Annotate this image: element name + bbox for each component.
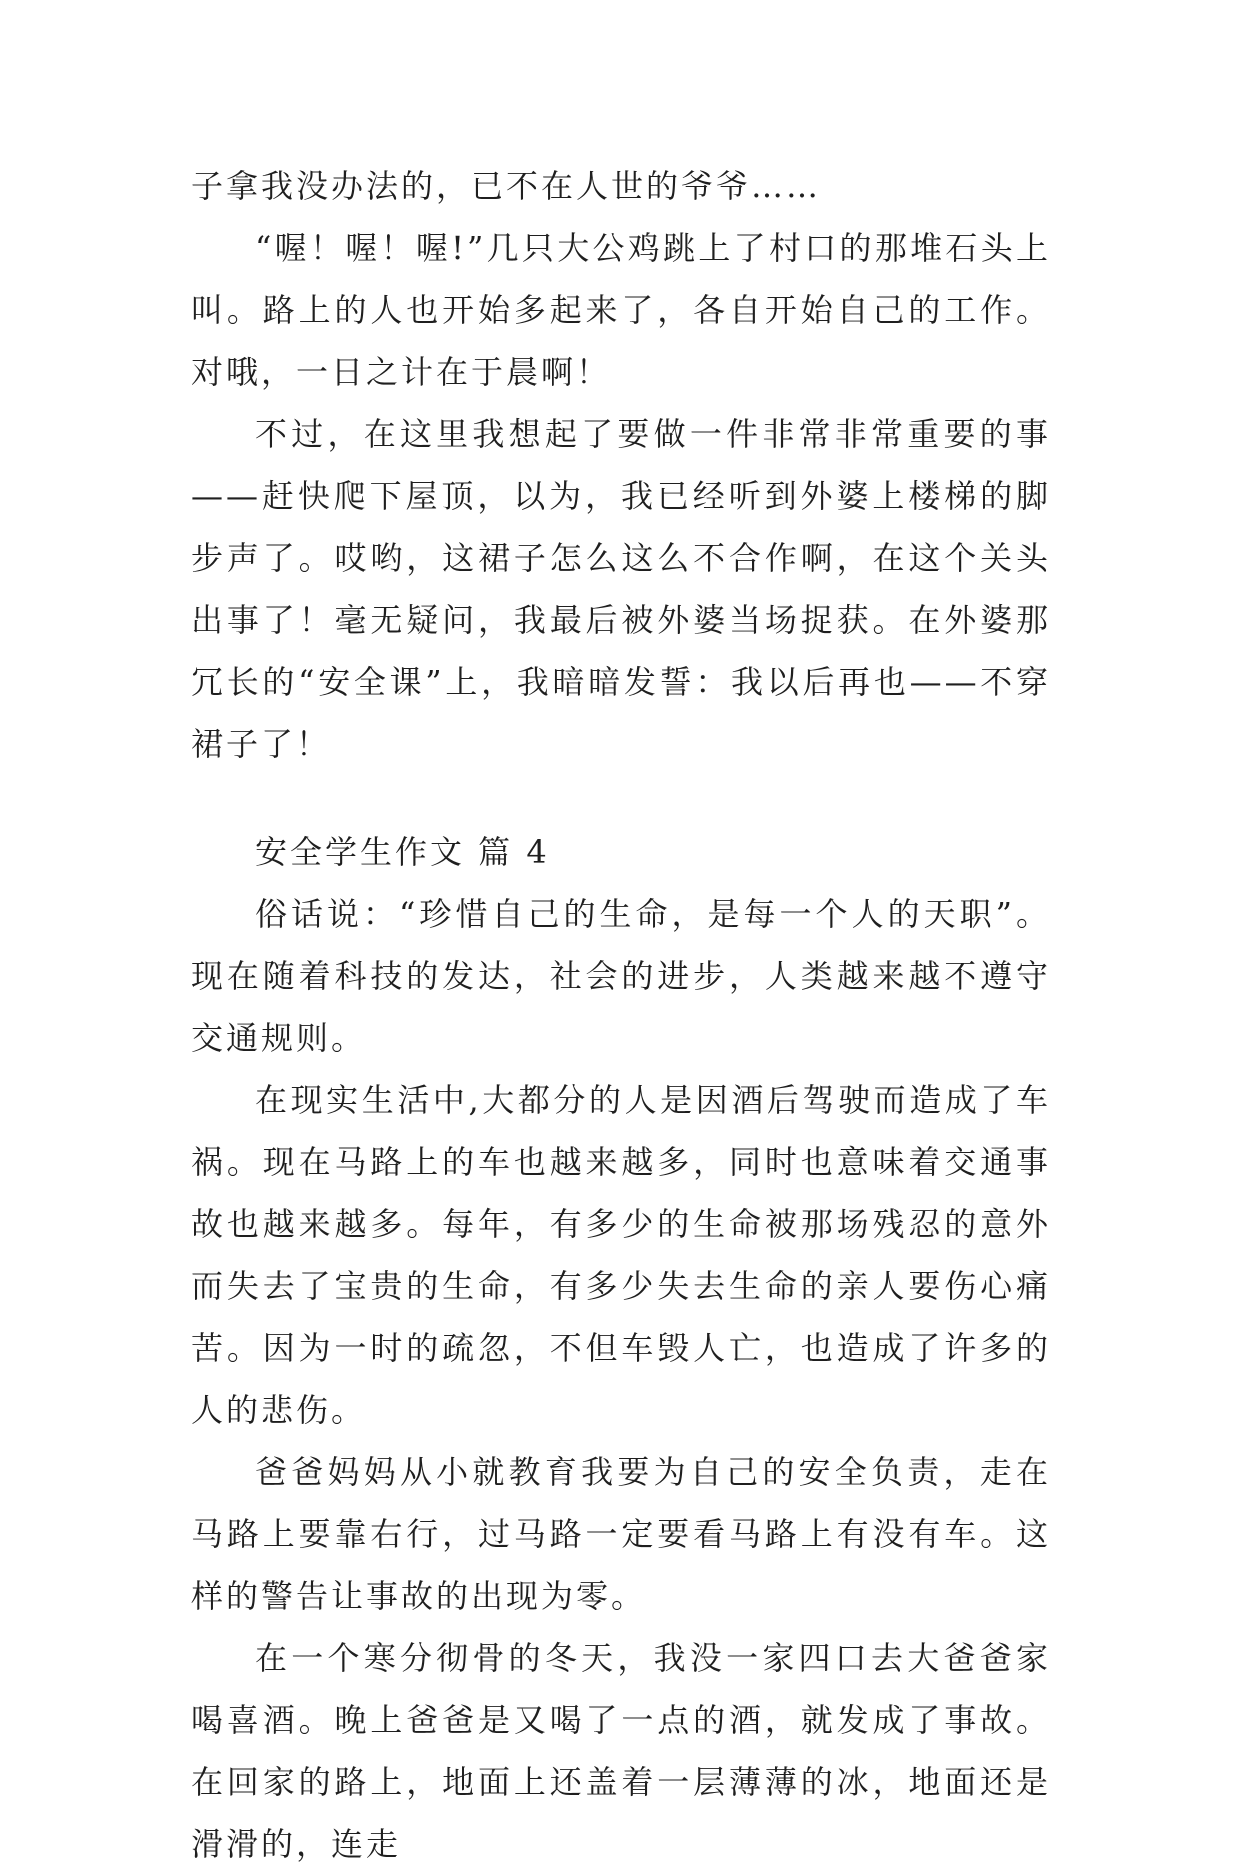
paragraph-winter: 在一个寒分彻骨的冬天，我没一家四口去大爸爸家喝喜酒。晚上爸爸是又喝了一点的酒，就发成了事故。在回家的路上，地面上还盖着一层薄薄的冰，地面还是滑滑的，连走 (191, 1639, 1051, 1863)
paragraph-parents: 爸爸妈妈从小就教育我要为自己的安全负责，走在马路上要靠右行，过马路一定要看马路上有没有车。这样的警告让事故的出现为零。 (191, 1453, 1051, 1615)
document-page (191, 155, 1051, 1875)
section-title: 安全学生作文 篇 4 (255, 833, 550, 871)
paragraph-proverb: 俗话说：“珍惜自己的生命，是每一个人的天职”。现在随着科技的发达，社会的进步，人类越来越不遵守交通规则。 (191, 895, 1051, 1057)
paragraph-drunk-driving: 在现实生活中,大都分的人是因酒后驾驶而造成了车祸。现在马路上的车也越来越多，同时也意味着交通事故也越来越多。每年，有多少的生命被那场残忍的意外而失去了宝贵的生命，有多少失去生命的亲人要伤心痛苦。因为一时的疏忽，不但车毁人亡，也造成了许多的人的悲伤。 (191, 1081, 1051, 1429)
paragraph-skirt: 不过，在这里我想起了要做一件非常非常重要的事——赶快爬下屋顶，以为，我已经听到外婆上楼梯的脚步声了。哎哟，这裙子怎么这么不合作啊，在这个关头出事了！毫无疑问，我最后被外婆当场捉获。在外婆那冗长的“安全课”上，我暗暗发誓：我以后再也——不穿裙子了！ (191, 415, 1051, 763)
paragraph-rooster: “喔！喔！喔!”几只大公鸡跳上了村口的那堆石头上叫。路上的人也开始多起来了，各自开始自己的工作。对哦，一日之计在于晨啊！ (191, 229, 1051, 391)
section-gap (191, 775, 1051, 821)
paragraph-continued: 子拿我没办法的，已不在人世的爷爷…… (191, 167, 822, 205)
